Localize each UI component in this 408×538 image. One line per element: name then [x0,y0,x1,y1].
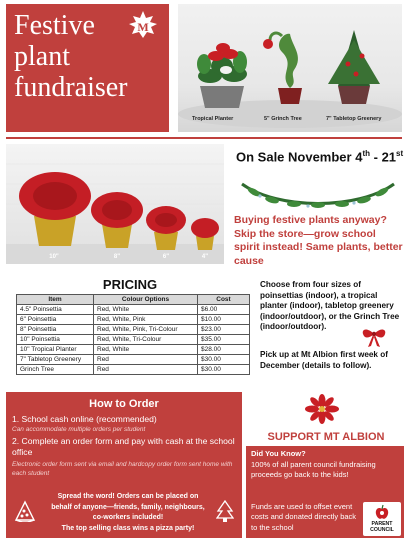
sale-prefix: On Sale November 4 [236,149,363,165]
caption-tropical-planter: Tropical Planter [192,116,234,122]
cell-colours: Red, White [94,305,198,315]
pot-label-4: 4" [201,254,209,260]
logo-line-2: COUNCIL [370,527,394,533]
table-row [17,305,250,315]
ribbon-bow-icon [360,326,388,348]
support-box [246,446,404,538]
top-plants-photo [178,4,402,132]
cell-cost: $23.00 [198,325,250,335]
cell-item: 10" Tropical Planter [17,345,94,355]
cell-colours: Red, White [94,345,198,355]
cell-cost: $10.00 [198,315,250,325]
cell-colours: Red, White, Tri-Colour [94,335,198,345]
order-step-2-note: Electronic order form sent via email and hardcopy order form sent home with each student [12,461,233,477]
parent-council-logo [363,502,401,536]
cell-cost: $30.00 [198,365,250,375]
order-step-2: 2. Complete an order form and pay with cash at the school office [12,436,235,457]
cell-colours: Red, White, Pink [94,315,198,325]
poinsettias-illustration [6,144,224,264]
spread-text: Spread the word! Orders can be placed on behalf of anyone—friends, family, neighbours, co-workers included! [51,493,205,521]
cell-cost: $28.00 [198,345,250,355]
order-step-1: 1. School cash online (recommended) [12,414,157,424]
promo-text: Buying festive plants anyway? Skip the store—grow school spirit instead! Same plants, better cause [234,214,403,267]
pricing-title: PRICING [102,277,158,292]
christmas-tree-icon [216,500,234,524]
garland-icon [238,170,398,212]
plants-illustration [178,4,402,132]
how-to-order-box [6,392,242,538]
cell-colours: Red [94,355,198,365]
table-row [17,325,250,335]
poinsettia-icon [305,394,339,424]
pizza-icon [14,500,36,522]
cell-colours: Red [94,365,198,375]
logo-letter: M [137,20,149,34]
table-row [17,355,250,365]
support-paragraph-2: Funds are used to offset event costs and donated directly back to the school [251,502,357,532]
school-logo-icon [126,10,160,44]
did-you-know-heading: Did You Know? [251,449,306,458]
pot-label-8: 8" [113,254,121,260]
cell-cost: $35.00 [198,335,250,345]
cell-cost: $6.00 [198,305,250,315]
apple-icon [375,504,389,520]
sale-dates [236,149,403,164]
table-row [17,345,250,355]
pickup-text: Pick up at Mt Albion first week of December (details to follow). [260,350,388,370]
title-line-3: fundraiser [14,72,128,103]
header-item: Item [17,295,94,305]
cell-item: 8" Poinsettia [17,325,94,335]
support-title: SUPPORT MT ALBION [267,431,385,443]
pot-label-10: 10" [49,254,59,260]
caption-grinch-tree: 5" Grinch Tree [264,116,302,122]
caption-tabletop-greenery: 7" Tabletop Greenery [326,116,382,122]
support-paragraph-1: 100% of all parent council fundraising proceeds go back to the kids! [251,460,376,480]
sale-sup-2: st [396,149,404,158]
title-line-1: Festive [14,10,95,41]
table-row [17,335,250,345]
logo-line-1: PARENT [371,521,393,527]
section-divider [6,137,402,139]
cell-item: 10" Poinsettia [17,335,94,345]
pricing-table [16,294,250,375]
choose-text: Choose from four sizes of poinsettias (indoor), a tropical planter (indoor), tabletop greenery (indoor/outdoor), or the Grinch Tree (indoor/outdoor). [260,280,400,332]
cell-item: 6" Poinsettia [17,315,94,325]
table-row [17,315,250,325]
spread-the-word-text [48,492,208,534]
cell-item: 4.5" Poinsettia [17,305,94,315]
poinsettias-photo [6,144,224,264]
pot-label-6: 6" [162,254,170,260]
table-row [17,365,250,375]
pizza-prize-text: The top selling class wins a pizza party! [61,524,195,532]
sale-middle: - 21 [370,149,397,165]
header-cost: Cost [198,295,250,305]
table-header-row [17,295,250,305]
cell-item: 7" Tabletop Greenery [17,355,94,365]
sale-sup-1: th [362,149,371,158]
cell-item: Grinch Tree [17,365,94,375]
how-to-order-title: How to Order [89,398,159,410]
cell-colours: Red, White, Pink, Tri-Colour [94,325,198,335]
cell-cost: $30.00 [198,355,250,365]
header-colour-options: Colour Options [94,295,198,305]
title-line-2: plant [14,41,70,72]
order-step-1-note: Can accommodate multiple orders per student [12,426,146,433]
